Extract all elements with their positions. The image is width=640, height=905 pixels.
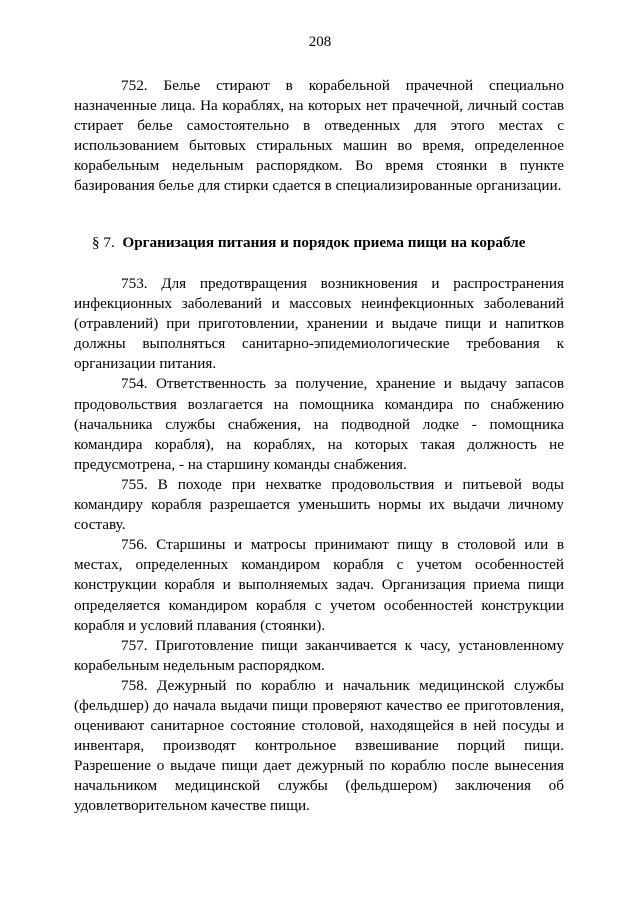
paragraph-752: 752. Белье стирают в корабельной прачечной специально назначенные лица. На кораблях, на которых нет прачечной, личный состав стирает белье самостоятельно в отведенных для этого местах с использованием бытовых стиральных машин во время, определенное корабельным недельным распорядком. Во время стоянки в пункте базирования белье для стирки сдается в специализированные организации. — [74, 77, 564, 195]
paragraphs-before — [74, 76, 564, 197]
section-title: Организация питания и порядок приема пищи на корабле — [122, 234, 526, 251]
paragraph-754: 754. Ответственность за получение, хранение и выдачу запасов продовольствия возлагается на помощника командира по снабжению (начальника службы снабжения, на подводной лодке - помощника командира корабля), на кораблях, на которых такая должность не предусмотрена, - на старшину команды снабжения. — [74, 375, 564, 473]
section-heading — [92, 233, 572, 253]
paragraph-757: 757. Приготовление пищи заканчивается к часу, установленному корабельным недельным распорядком. — [74, 636, 564, 674]
section-number: § 7. — [92, 234, 115, 251]
paragraph-758: 758. Дежурный по кораблю и начальник медицинской службы (фельдшер) до начала выдачи пищи проверяют качество ее приготовления, оценивают санитарное состояние столовой, находящейся в ней посуды и инвентаря, производят контрольное взвешивание порций пищи. Разрешение о выдаче пищи дает дежурный по кораблю после вынесения начальником медицинской службы (фельдшером) заключения об удовлетворительном качестве пищи. — [74, 676, 564, 815]
page-number: 208 — [308, 34, 332, 50]
paragraph-755: 755. В походе при нехватке продовольствия и питьевой воды командиру корабля разрешается уменьшить нормы их выдачи личному составу. — [74, 475, 564, 534]
paragraph-756: 756. Старшины и матросы принимают пищу в столовой или в местах, определенных командиром корабля с учетом особенностей конструкции корабля и выполняемых задач. Организация приема пищи определяется командиром корабля с учетом особенностей конструкции корабля и условий плавания (стоянки). — [74, 536, 564, 634]
paragraph-753: 753. Для предотвращения возникновения и распространения инфекционных заболеваний и массовых неинфекционных заболеваний (отравлений) при приготовлении, хранении и выдаче пищи и напитков должны выполняться санитарно-эпидемиологические требования к организации питания. — [74, 275, 564, 373]
paragraphs-after — [74, 274, 564, 817]
